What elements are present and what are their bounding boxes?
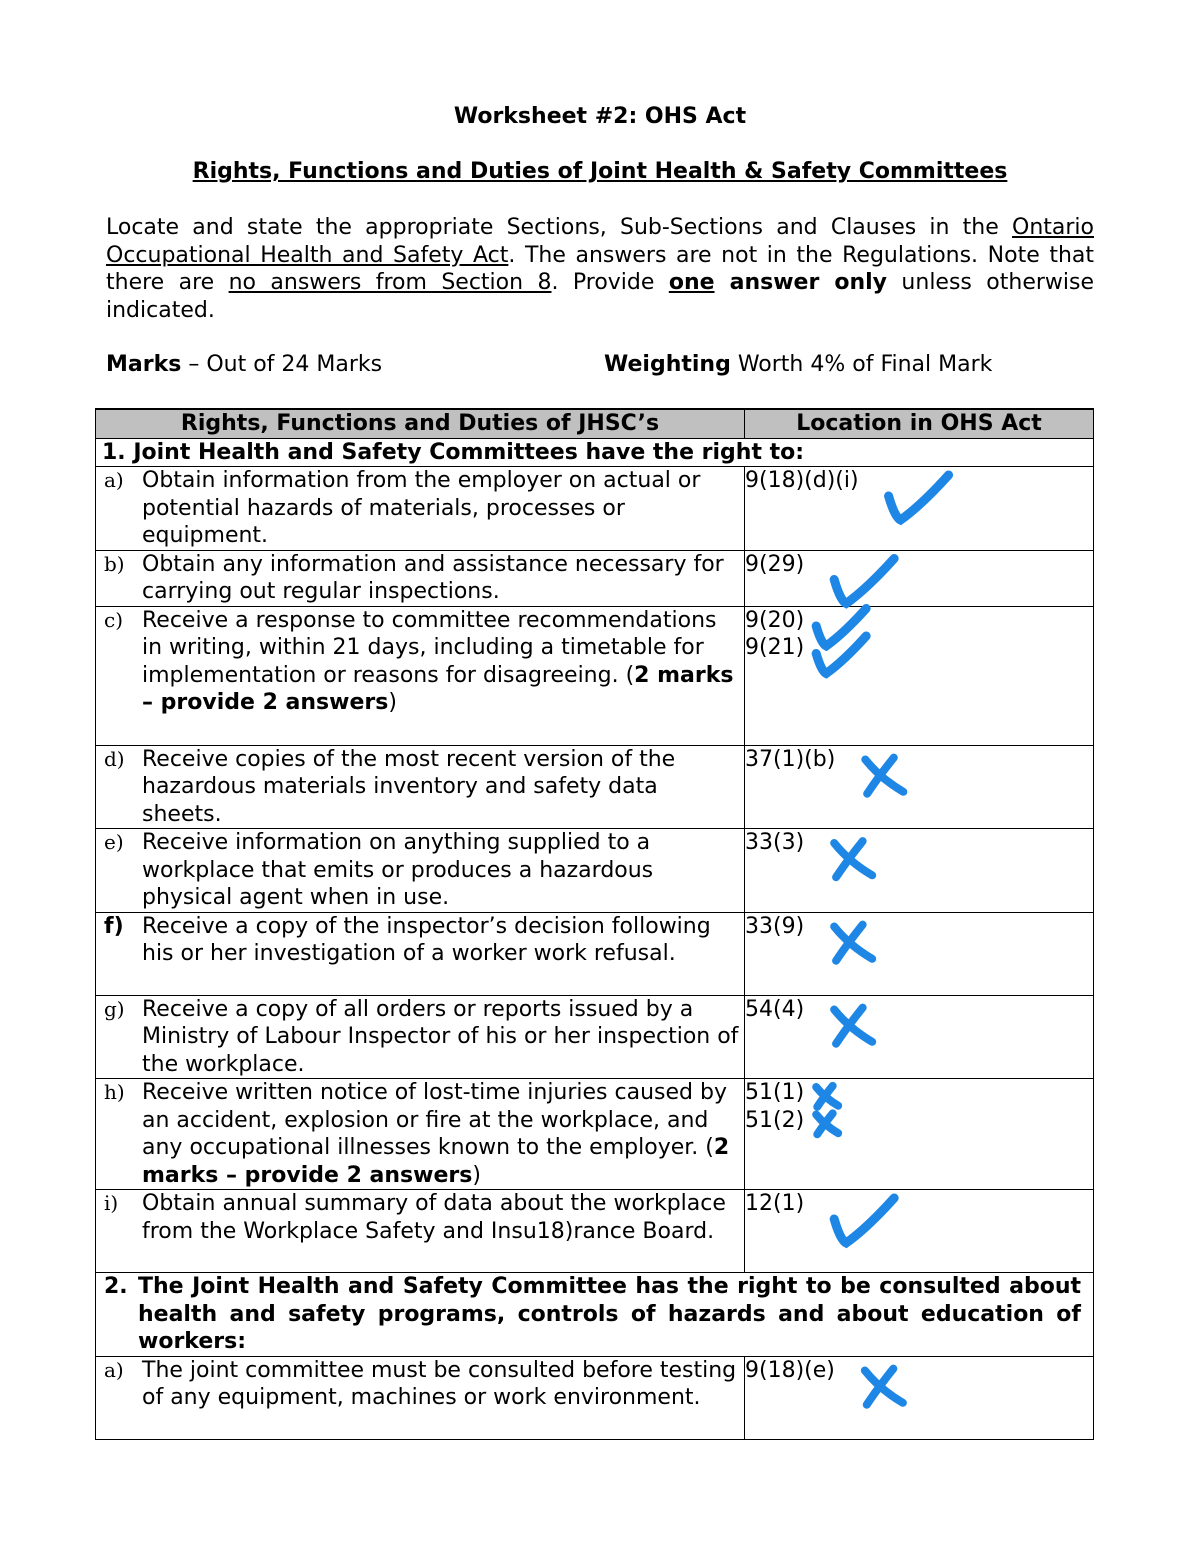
requirement-text xyxy=(142,467,744,550)
marks-note-end: ) xyxy=(472,1162,481,1188)
requirement-text-main: Obtain any information and assistance necessary for carrying out regular inspections. xyxy=(142,551,724,604)
requirement-text-main: Receive a response to committee recommendations in writing, within 21 days, including a timetable for implementation or reasons for disagreeing. ( xyxy=(142,607,717,688)
requirement-text xyxy=(142,1190,744,1245)
answers-table xyxy=(95,408,1094,1440)
weighting-info xyxy=(604,352,992,377)
table-row xyxy=(96,1356,1094,1439)
weighting-value: Worth 4% of Final Mark xyxy=(730,352,993,377)
column-header-location: Location in OHS Act xyxy=(745,409,1094,438)
requirement-text-main: Receive information on anything supplied to a workplace that emits or produces a hazardous physical agent when in use. xyxy=(142,830,654,910)
answer-text: 12(1) xyxy=(745,1191,805,1216)
requirement-text-main: Obtain annual summary of data about the workplace from the Workplace Safety and Insu18)rance Board. xyxy=(142,1191,726,1244)
marks-label: Marks xyxy=(106,352,182,377)
answer-text: 33(9) xyxy=(745,913,805,939)
item-letter: g) xyxy=(104,996,125,1021)
table-header-row xyxy=(96,409,1094,438)
answer-text: 54(4) xyxy=(745,996,805,1022)
table-row xyxy=(96,550,1094,606)
table-row xyxy=(96,912,1094,995)
requirement-text xyxy=(142,1079,744,1189)
item-letter: a) xyxy=(104,1357,124,1382)
location-cell xyxy=(745,606,1094,745)
section-1-heading xyxy=(96,438,1094,467)
location-cell xyxy=(745,829,1094,913)
location-cell xyxy=(745,745,1094,829)
item-letter: d) xyxy=(104,746,125,771)
location-cell xyxy=(745,1190,1094,1273)
page-title: Worksheet #2: OHS Act xyxy=(453,104,747,129)
item-letter: b) xyxy=(104,551,125,576)
requirement-text xyxy=(142,746,744,829)
column-header-rights: Rights, Functions and Duties of JHSC’s xyxy=(96,409,745,438)
table-row xyxy=(96,745,1094,829)
no-section-note: no answers from Section 8 xyxy=(228,270,552,295)
section-number: 2. xyxy=(104,1274,128,1299)
requirement-cell xyxy=(96,912,745,995)
instructions-paragraph xyxy=(106,214,1094,324)
marks-value: – Out of 24 Marks xyxy=(181,352,383,377)
one-emphasis: one xyxy=(668,270,715,295)
requirement-cell xyxy=(96,550,745,606)
weighting-label: Weighting xyxy=(604,352,731,377)
requirement-cell xyxy=(96,467,745,551)
location-cell xyxy=(745,550,1094,606)
item-letter: i) xyxy=(104,1191,119,1215)
answer-text: 9(20) xyxy=(745,607,805,633)
section-text: The Joint Health and Safety Committee has the right to be consulted about health and safety programs, controls of hazards and about education of workers: xyxy=(138,1274,1081,1354)
section-number: 1. xyxy=(102,439,126,465)
requirement-text xyxy=(142,1357,744,1412)
answer-text: 51(1) xyxy=(745,1080,805,1105)
requirement-cell xyxy=(96,829,745,913)
requirement-text-main: Receive a copy of the inspector’s decision following his or her investigation of a worker work refusal. xyxy=(142,913,711,966)
table-row xyxy=(96,1079,1094,1190)
section-text: Joint Health and Safety Committees have the right to: xyxy=(133,439,805,465)
requirement-text-main: Receive copies of the most recent version of the hazardous materials inventory and safety data sheets. xyxy=(142,746,676,827)
requirement-text xyxy=(142,913,744,968)
item-letter: h) xyxy=(104,1080,125,1104)
table-row xyxy=(96,995,1094,1079)
marks-note: 2 marks – provide 2 answers xyxy=(142,1135,730,1188)
requirement-text xyxy=(142,829,744,912)
location-cell xyxy=(745,995,1094,1079)
page-subtitle: Rights, Functions and Duties of Joint Health & Safety Committees xyxy=(192,159,1008,184)
item-letter: e) xyxy=(104,830,124,854)
section-1-header-row xyxy=(96,438,1094,467)
table-body xyxy=(96,438,1094,1439)
table-row xyxy=(96,606,1094,745)
marks-note: 2 marks – provide 2 answers xyxy=(142,662,734,715)
requirement-text-main: The joint committee must be consulted before testing of any equipment, machines or work environment. xyxy=(142,1357,737,1410)
instructions-text: unless otherwise indicated. xyxy=(106,270,1095,323)
answer-text: 37(1)(b) xyxy=(745,746,836,772)
requirement-text-main: Receive written notice of lost-time injuries caused by an accident, explosion or fire at the workplace, and any occupational illnesses known to the employer. ( xyxy=(142,1080,727,1160)
answer-text: 33(3) xyxy=(745,830,805,855)
answer-text: 9(29) xyxy=(745,551,805,577)
requirement-cell xyxy=(96,995,745,1079)
requirement-cell xyxy=(96,1356,745,1439)
answer-text: 9(18)(d)(i) xyxy=(745,468,859,493)
instructions-text: . The answers are not in the Regulations. Note that there are xyxy=(106,242,1094,295)
table-row xyxy=(96,829,1094,913)
table-row xyxy=(96,1190,1094,1273)
requirement-cell xyxy=(96,1079,745,1190)
requirement-text xyxy=(142,551,744,606)
item-letter: a) xyxy=(104,468,124,492)
marks-note-end: ) xyxy=(388,690,397,715)
item-letter: c) xyxy=(104,607,124,632)
location-cell xyxy=(745,1356,1094,1439)
instructions-text: Locate and state the appropriate Sections, Sub-Sections and Clauses in the xyxy=(106,215,1013,240)
requirement-text-main: Receive a copy of all orders or reports issued by a Ministry of Labour Inspector of his or her inspection of the workplace. xyxy=(142,996,739,1077)
answer-text: 9(18)(e) xyxy=(745,1357,835,1383)
answer-text: 51(2) xyxy=(745,1107,805,1133)
section-2-heading xyxy=(96,1273,1094,1357)
location-cell xyxy=(745,1079,1094,1190)
location-cell xyxy=(745,912,1094,995)
item-letter: f) xyxy=(104,913,124,939)
answer-text: 9(21) xyxy=(745,635,805,660)
requirement-text xyxy=(142,607,744,717)
requirement-text xyxy=(142,996,744,1079)
location-cell xyxy=(745,467,1094,551)
instructions-text: . Provide xyxy=(551,270,669,295)
requirement-cell xyxy=(96,745,745,829)
table-row xyxy=(96,467,1094,551)
marks-info xyxy=(106,352,382,377)
answer-only-emphasis: answer only xyxy=(714,270,888,295)
requirement-cell xyxy=(96,1190,745,1273)
requirement-cell xyxy=(96,606,745,745)
requirement-text-main: Obtain information from the employer on actual or potential hazards of materials, processes or equipment. xyxy=(142,468,701,548)
act-name: Ontario Occupational Health and Safety Act xyxy=(106,215,1094,268)
section-2-header-row xyxy=(96,1273,1094,1357)
